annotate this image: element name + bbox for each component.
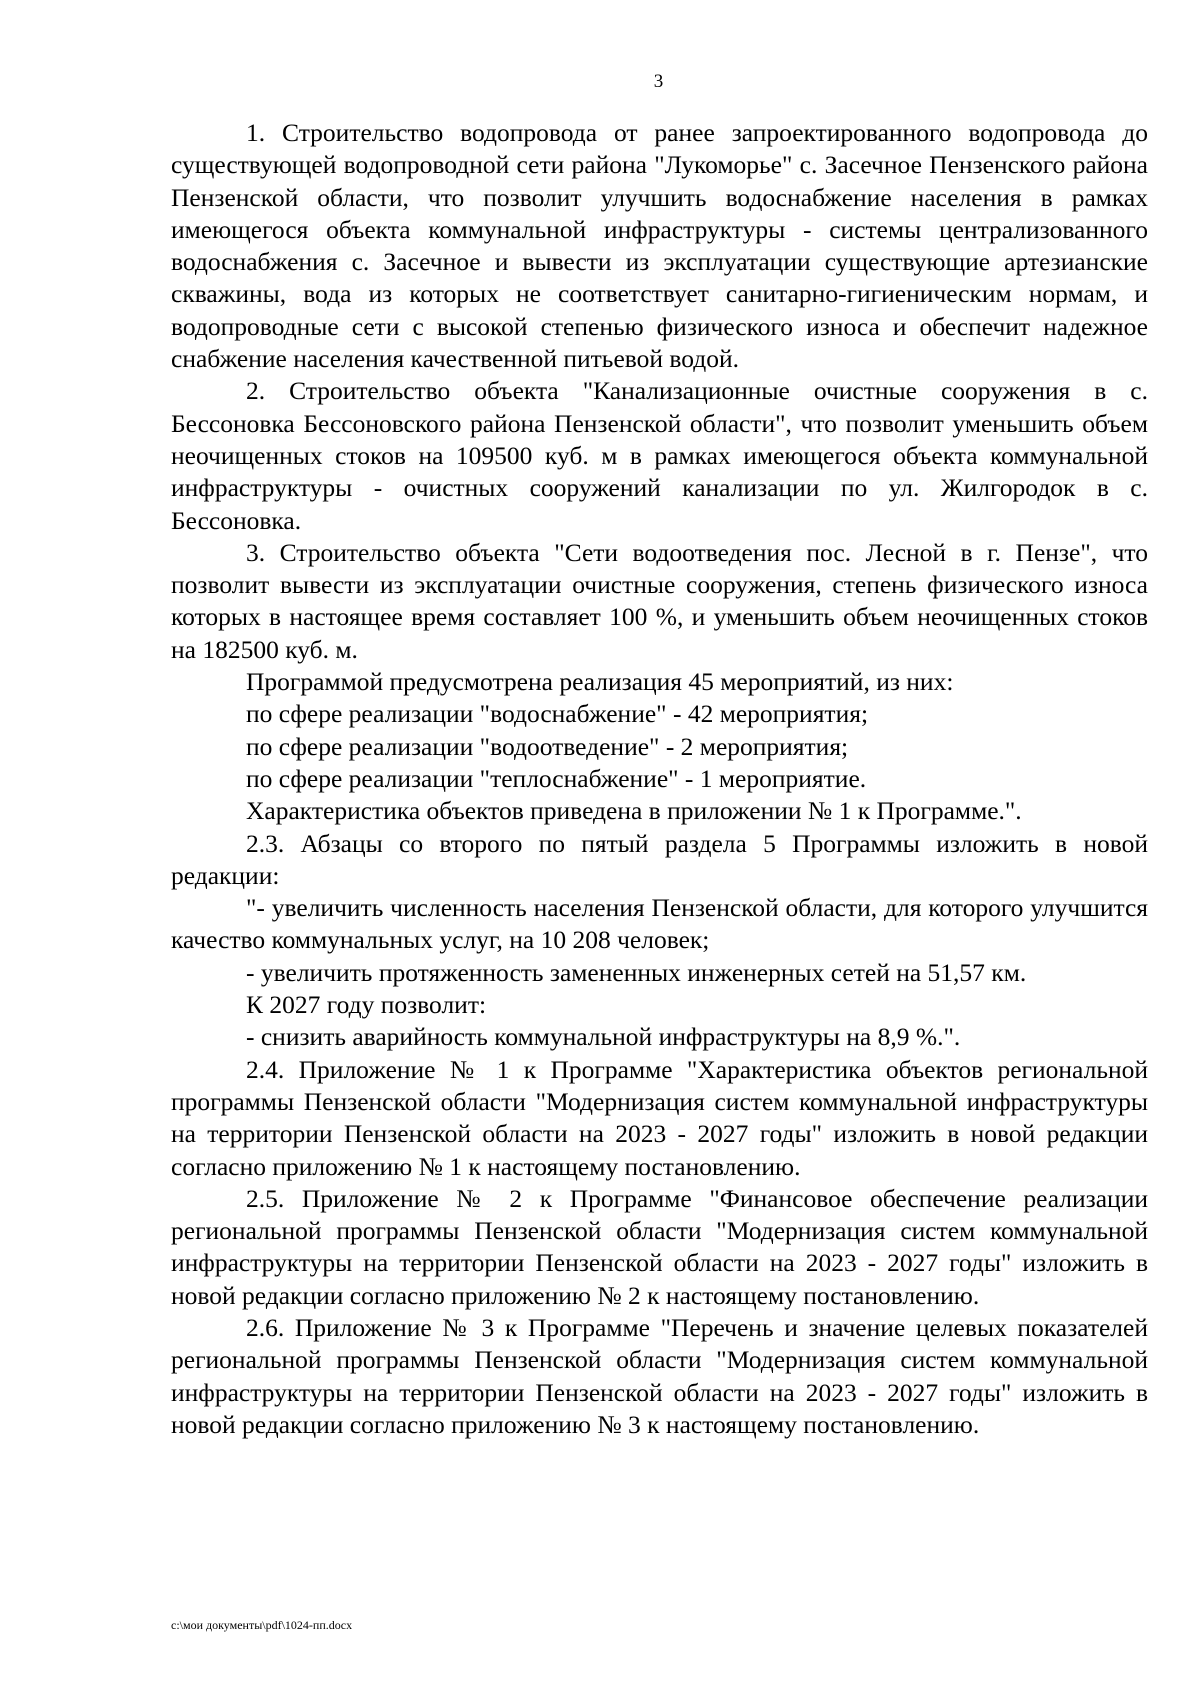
- paragraph-accident-rate: - снизить аварийность коммунальной инфраструктуры на 8,9 %.".: [246, 1022, 961, 1052]
- paragraph-2-4: 2.4. Приложение № 1 к Программе "Характеристика объектов региональной программы Пензенской области "Модернизация систем коммунальной инфраструктуры на территории Пензенской области на 2023 - 2027 годы" изложить в новой редакции согласно приложению № 1 к настоящему постановлению.: [171, 1054, 1148, 1181]
- paragraph-water-supply: по сфере реализации "водоснабжение" - 42 мероприятия;: [246, 699, 869, 729]
- paragraph-networks: - увеличить протяженность замененных инженерных сетей на 51,57 км.: [246, 957, 1027, 987]
- paragraph-2-6: 2.6. Приложение № 3 к Программе "Перечень и значение целевых показателей региональной программы Пензенской области "Модернизация систем коммунальной инфраструктуры на территории Пензенской области на 2023 - 2027 годы" изложить в новой редакции согласно приложению № 3 к настоящему постановлению.: [171, 1312, 1148, 1439]
- paragraph-2-3: 2.3. Абзацы со второго по пятый раздела 5 Программы изложить в новой редакции:: [171, 828, 1148, 890]
- paragraph-item-3: 3. Строительство объекта "Сети водоотведения пос. Лесной в г. Пензе", что позволит вывести из эксплуатации очистные сооружения, степень физического износа которых в настоящее время составляет 100 %, и уменьшить объем неочищенных стоков на 182500 куб. м.: [171, 537, 1148, 664]
- paragraph-item-2: 2. Строительство объекта "Канализационные очистные сооружения в с. Бессоновка Бессоновского района Пензенской области", что позволит уменьшить объем неочищенных стоков на 109500 куб. м в рамках имеющегося объекта коммунальной инфраструктуры - очистных сооружений канализации по ул. Жилгородок в с. Бессоновка.: [171, 376, 1148, 535]
- page-number: 3: [653, 71, 664, 92]
- paragraph-item-1: 1. Строительство водопровода от ранее запроектированного водопровода до существующей водопроводной сети района "Лукоморье" с. Засечное Пензенского района Пензенской области, что позволит улучшить водоснабжение населения в рамках имеющегося объекта коммунальной инфраструктуры - системы централизованного водоснабжения с. Засечное и вывести из эксплуатации существующие артезианские скважины, вода из которых не соответствует санитарно-гигиеническим нормам, и водопроводные сети с высокой степенью физического износа и обеспечит надежное снабжение населения качественной питьевой водой.: [171, 118, 1148, 374]
- footer-file-path: c:\мои документы\pdf\1024-пп.docx: [171, 1618, 353, 1632]
- paragraph-measures-total: Программой предусмотрена реализация 45 мероприятий, из них:: [246, 667, 954, 697]
- paragraph-heat-supply: по сфере реализации "теплоснабжение" - 1 мероприятие.: [246, 763, 867, 793]
- paragraph-population: "- увеличить численность населения Пензенской области, для которого улучшится качество коммунальных услуг, на 10 208 человек;: [171, 893, 1148, 955]
- document-body: [171, 117, 1148, 1441]
- paragraph-characteristics: Характеристика объектов приведена в приложении № 1 к Программе.".: [246, 796, 1022, 826]
- paragraph-by-2027: К 2027 году позволит:: [246, 990, 487, 1020]
- paragraph-2-5: 2.5. Приложение № 2 к Программе "Финансовое обеспечение реализации региональной программы Пензенской области "Модернизация систем коммунальной инфраструктуры на территории Пензенской области на 2023 - 2027 годы" изложить в новой редакции согласно приложению № 2 к настоящему постановлению.: [171, 1183, 1148, 1310]
- paragraph-water-disposal: по сфере реализации "водоотведение" - 2 мероприятия;: [246, 731, 849, 761]
